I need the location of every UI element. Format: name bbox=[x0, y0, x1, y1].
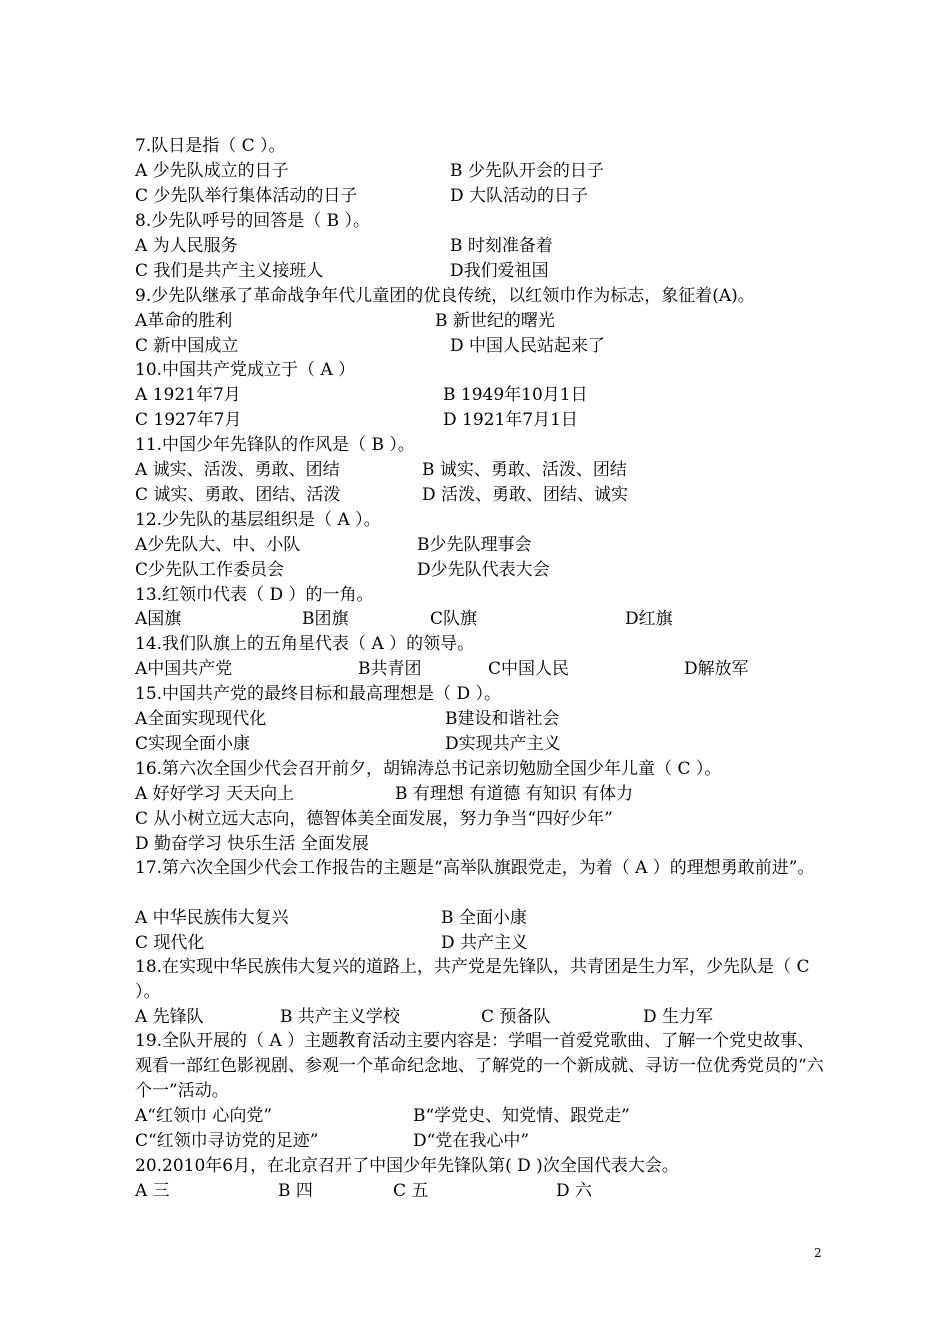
option-14b: B共青团 bbox=[358, 659, 422, 679]
option-16c: C 从小树立远大志向，德智体美全面发展，努力争当“四好少年” bbox=[135, 809, 613, 829]
question-19: 19.全队开展的（ A ）主题教育活动主要内容是：学唱一首爱党歌曲、了解一个党史故事、观看一部红色影视剧、参观一个革命纪念地、了解党的一个新成就、寻访一位优秀党员的“六个一”活动。 bbox=[135, 1031, 824, 1101]
option-13d: D红旗 bbox=[625, 609, 673, 629]
option-9a: A革命的胜利 bbox=[135, 311, 233, 331]
option-12c: C少先队工作委员会 bbox=[135, 560, 285, 580]
option-8d: D我们爱祖国 bbox=[450, 261, 549, 281]
option-18b: B 共产主义学校 bbox=[280, 1007, 400, 1027]
option-12a: A少先队大、中、小队 bbox=[135, 535, 301, 555]
question-12: 12.少先队的基层组织是（ A ）。 bbox=[135, 510, 381, 530]
option-7c: C 少先队举行集体活动的日子 bbox=[135, 186, 358, 206]
option-14c: C中国人民 bbox=[488, 659, 570, 679]
option-20a: A 三 bbox=[135, 1181, 170, 1201]
option-13c: C队旗 bbox=[430, 609, 478, 629]
option-13b: B团旗 bbox=[302, 609, 349, 629]
option-11b: B 诚实、勇敢、活泼、团结 bbox=[422, 460, 627, 480]
option-15a: A全面实现现代化 bbox=[135, 709, 267, 729]
page-number: 2 bbox=[814, 1246, 822, 1260]
option-20b: B 四 bbox=[278, 1181, 313, 1201]
question-11: 11.中国少年先锋队的作风是（ B ）。 bbox=[135, 435, 415, 455]
question-9: 9.少先队继承了革命战争年代儿童团的优良传统，以红领巾作为标志，象征着(A)。 bbox=[135, 286, 755, 306]
option-16d: D 勤奋学习 快乐生活 全面发展 bbox=[135, 834, 369, 854]
option-15b: B建设和谐社会 bbox=[445, 709, 560, 729]
question-13: 13.红领巾代表（ D ）的一角。 bbox=[135, 585, 374, 605]
question-18: 18.在实现中华民族伟大复兴的道路上，共产党是先锋队，共青团是生力军，少先队是（ C ）。 bbox=[135, 957, 810, 1002]
option-8c: C 我们是共产主义接班人 bbox=[135, 261, 324, 281]
option-7b: B 少先队开会的日子 bbox=[450, 161, 604, 181]
option-20c: C 五 bbox=[393, 1181, 429, 1201]
option-17b: B 全面小康 bbox=[441, 908, 527, 928]
option-18c: C 预备队 bbox=[481, 1007, 551, 1027]
option-19b: B“学党史、知党情、跟党走” bbox=[413, 1106, 630, 1126]
option-9b: B 新世纪的曙光 bbox=[435, 311, 555, 331]
option-12d: D少先队代表大会 bbox=[417, 560, 550, 580]
question-10: 10.中国共产党成立于（ A ） bbox=[135, 360, 356, 380]
option-11d: D 活泼、勇敢、团结、诚实 bbox=[422, 485, 629, 505]
option-15c: C实现全面小康 bbox=[135, 734, 251, 754]
option-8a: A 为人民服务 bbox=[135, 236, 238, 256]
option-18a: A 先锋队 bbox=[135, 1007, 204, 1027]
option-20d: D 六 bbox=[556, 1181, 593, 1201]
option-14d: D解放军 bbox=[684, 659, 749, 679]
option-19c: C“红领巾寻访党的足迹” bbox=[135, 1131, 319, 1151]
option-19a: A“红领巾 心向党” bbox=[135, 1106, 273, 1126]
option-17a: A 中华民族伟大复兴 bbox=[135, 908, 289, 928]
option-15d: D实现共产主义 bbox=[445, 734, 561, 754]
option-9d: D 中国人民站起来了 bbox=[450, 336, 606, 356]
option-9c: C 新中国成立 bbox=[135, 336, 239, 356]
question-8: 8.少先队呼号的回答是（ B ）。 bbox=[135, 211, 371, 231]
option-17d: D 共产主义 bbox=[441, 933, 529, 953]
option-11c: C 诚实、勇敢、团结、活泼 bbox=[135, 485, 341, 505]
option-7d: D 大队活动的日子 bbox=[450, 186, 589, 206]
option-14a: A中国共产党 bbox=[135, 659, 233, 679]
option-19d: D“党在我心中” bbox=[413, 1131, 530, 1151]
question-14: 14.我们队旗上的五角星代表（ A ）的领导。 bbox=[135, 634, 475, 654]
question-16: 16.第六次全国少代会召开前夕，胡锦涛总书记亲切勉励全国少年儿童（ C ）。 bbox=[135, 759, 722, 779]
question-17: 17.第六次全国少代会工作报告的主题是“高举队旗跟党走，为着（ A ）的理想勇敢前进”。 bbox=[135, 858, 815, 878]
option-10c: C 1927年7月 bbox=[135, 410, 242, 430]
option-10b: B 1949年10月1日 bbox=[443, 385, 588, 405]
option-13a: A国旗 bbox=[135, 609, 182, 629]
option-16a: A 好好学习 天天向上 bbox=[135, 784, 295, 804]
option-18d: D 生力军 bbox=[643, 1007, 714, 1027]
option-11a: A 诚实、活泼、勇敢、团结 bbox=[135, 460, 340, 480]
question-7: 7.队日是指（ C ）。 bbox=[135, 136, 286, 156]
option-7a: A 少先队成立的日子 bbox=[135, 161, 289, 181]
option-12b: B少先队理事会 bbox=[417, 535, 532, 555]
question-15: 15.中国共产党的最终目标和最高理想是（ D ）。 bbox=[135, 684, 501, 704]
question-20: 20.2010年6月，在北京召开了中国少年先锋队第( D )次全国代表大会。 bbox=[135, 1156, 679, 1176]
option-10a: A 1921年7月 bbox=[135, 385, 241, 405]
option-8b: B 时刻准备着 bbox=[450, 236, 553, 256]
option-16b: B 有理想 有道德 有知识 有体力 bbox=[395, 784, 634, 804]
option-10d: D 1921年7月1日 bbox=[443, 410, 578, 430]
option-17c: C 现代化 bbox=[135, 933, 205, 953]
